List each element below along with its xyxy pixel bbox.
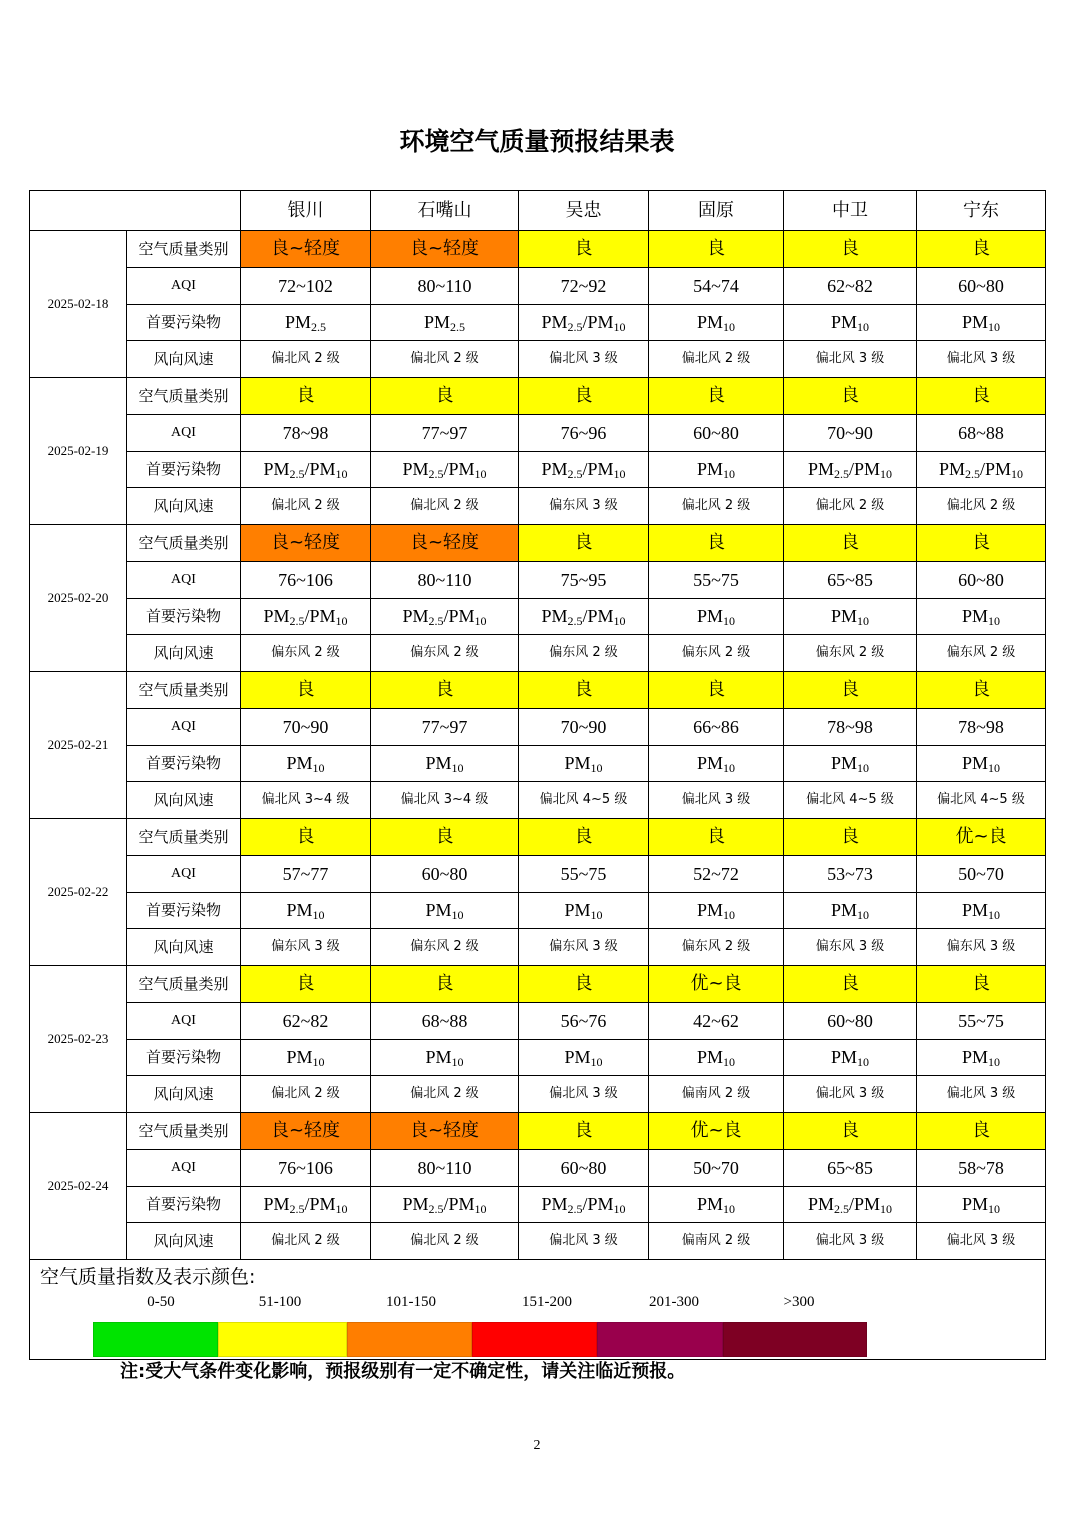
pollutant-cell: $PM_{2.5}/PM_{10}$ — [241, 1186, 371, 1223]
aqi-cell: 62~82 — [241, 1002, 371, 1039]
forecast-row-aqi — [30, 1149, 1046, 1186]
row-label: 风向风速 — [127, 1076, 241, 1113]
wind-cell: 偏北风 2 级 — [371, 488, 519, 525]
aqi-cell: 54~74 — [649, 267, 784, 304]
pollutant-cell: $PM_{2.5}/PM_{10}$ — [371, 598, 519, 635]
pollutant-cell: $PM_{2.5}/PM_{10}$ — [519, 598, 649, 635]
category-cell: 良 — [241, 819, 371, 856]
aqi-cell: 78~98 — [917, 708, 1046, 745]
aqi-cell: 78~98 — [241, 414, 371, 451]
category-cell: 良 — [241, 672, 371, 709]
category-cell: 优~良 — [649, 1113, 784, 1150]
category-cell: 良~轻度 — [371, 231, 519, 268]
aqi-cell: 60~80 — [519, 1149, 649, 1186]
city-header: 宁东 — [917, 191, 1046, 231]
row-label: 空气质量类别 — [127, 672, 241, 709]
legend-color-swatch — [472, 1322, 597, 1357]
category-cell: 良 — [241, 966, 371, 1003]
category-cell: 良 — [649, 672, 784, 709]
wind-cell: 偏东风 2 级 — [649, 635, 784, 672]
forecast-row-aqi — [30, 1002, 1046, 1039]
wind-cell: 偏北风 3 级 — [917, 1076, 1046, 1113]
aqi-cell: 50~70 — [649, 1149, 784, 1186]
aqi-cell: 53~73 — [784, 855, 917, 892]
row-label: 风向风速 — [127, 929, 241, 966]
row-label: 风向风速 — [127, 488, 241, 525]
legend-title: 空气质量指数及表示颜色: — [40, 1266, 256, 1288]
wind-cell: 偏北风 3 级 — [519, 341, 649, 378]
legend-range-label: 51-100 — [258, 1294, 302, 1310]
wind-cell: 偏北风 3 级 — [519, 1076, 649, 1113]
forecast-row-category — [30, 378, 1046, 415]
pollutant-cell: $PM_{10}$ — [371, 1039, 519, 1076]
category-cell: 良 — [784, 672, 917, 709]
date-cell: 2025-02-22 — [30, 819, 127, 966]
row-label: AQI — [127, 708, 241, 745]
aqi-color-legend — [30, 1260, 1045, 1359]
pollutant-cell: $PM_{2.5}/PM_{10}$ — [519, 1186, 649, 1223]
category-cell: 良 — [649, 525, 784, 562]
wind-cell: 偏北风 2 级 — [649, 488, 784, 525]
pollutant-cell: $PM_{10}$ — [649, 745, 784, 782]
row-label: AQI — [127, 1149, 241, 1186]
aqi-cell: 42~62 — [649, 1002, 784, 1039]
wind-cell: 偏东风 2 级 — [371, 635, 519, 672]
row-label: 空气质量类别 — [127, 966, 241, 1003]
pollutant-cell: $PM_{2.5}/PM_{10}$ — [519, 304, 649, 341]
row-label: 首要污染物 — [127, 304, 241, 341]
category-cell: 良 — [917, 966, 1046, 1003]
forecast-row-pollutant — [30, 745, 1046, 782]
forecast-row-wind — [30, 341, 1046, 378]
pollutant-cell: $PM_{10}$ — [241, 892, 371, 929]
pollutant-cell: $PM_{10}$ — [917, 892, 1046, 929]
forecast-row-pollutant — [30, 1039, 1046, 1076]
row-label: 风向风速 — [127, 341, 241, 378]
forecast-row-wind — [30, 635, 1046, 672]
category-cell: 优~良 — [917, 819, 1046, 856]
wind-cell: 偏北风 2 级 — [241, 1076, 371, 1113]
table-header — [30, 191, 1046, 231]
wind-cell: 偏东风 3 级 — [917, 929, 1046, 966]
aqi-cell: 78~98 — [784, 708, 917, 745]
pollutant-cell: $PM_{2.5}$ — [371, 304, 519, 341]
wind-cell: 偏北风 2 级 — [784, 488, 917, 525]
forecast-table-body — [30, 231, 1046, 1260]
pollutant-cell: $PM_{10}$ — [649, 598, 784, 635]
wind-cell: 偏北风 2 级 — [241, 341, 371, 378]
category-cell: 良 — [649, 819, 784, 856]
forecast-row-category — [30, 525, 1046, 562]
category-cell: 良 — [371, 378, 519, 415]
forecast-row-category — [30, 819, 1046, 856]
pollutant-cell: $PM_{10}$ — [519, 745, 649, 782]
category-cell: 良 — [371, 819, 519, 856]
wind-cell: 偏东风 2 级 — [519, 635, 649, 672]
pollutant-cell: $PM_{2.5}/PM_{10}$ — [917, 451, 1046, 488]
forecast-row-category — [30, 231, 1046, 268]
wind-cell: 偏东风 3 级 — [241, 929, 371, 966]
aqi-cell: 77~97 — [371, 708, 519, 745]
row-label: 风向风速 — [127, 635, 241, 672]
forecast-row-aqi — [30, 561, 1046, 598]
row-label: 首要污染物 — [127, 892, 241, 929]
legend-range-label: 0-50 — [147, 1294, 175, 1310]
aqi-cell: 80~110 — [371, 1149, 519, 1186]
row-label: 首要污染物 — [127, 745, 241, 782]
category-cell: 良 — [917, 525, 1046, 562]
city-header: 银川 — [241, 191, 371, 231]
category-cell: 良 — [519, 378, 649, 415]
forecast-row-pollutant — [30, 892, 1046, 929]
wind-cell: 偏北风 2 级 — [241, 488, 371, 525]
forecast-row-aqi — [30, 414, 1046, 451]
aqi-cell: 65~85 — [784, 561, 917, 598]
aqi-cell: 72~102 — [241, 267, 371, 304]
forecast-row-category — [30, 1113, 1046, 1150]
pollutant-cell: $PM_{2.5}/PM_{10}$ — [371, 451, 519, 488]
aqi-cell: 57~77 — [241, 855, 371, 892]
forecast-row-category — [30, 672, 1046, 709]
aqi-cell: 75~95 — [519, 561, 649, 598]
wind-cell: 偏南风 2 级 — [649, 1223, 784, 1260]
category-cell: 良 — [784, 819, 917, 856]
pollutant-cell: $PM_{10}$ — [917, 1039, 1046, 1076]
row-label: AQI — [127, 1002, 241, 1039]
city-header: 吴忠 — [519, 191, 649, 231]
category-cell: 良 — [784, 231, 917, 268]
wind-cell: 偏东风 2 级 — [784, 635, 917, 672]
wind-cell: 偏东风 2 级 — [917, 635, 1046, 672]
document-title: 环境空气质量预报结果表 — [399, 127, 675, 156]
aqi-cell: 80~110 — [371, 561, 519, 598]
category-cell: 良 — [649, 378, 784, 415]
row-label: 风向风速 — [127, 1223, 241, 1260]
legend-range-label: 201-300 — [649, 1294, 699, 1310]
wind-cell: 偏北风 3~4 级 — [371, 782, 519, 819]
pollutant-cell: $PM_{10}$ — [649, 892, 784, 929]
row-label: 风向风速 — [127, 782, 241, 819]
forecast-row-wind — [30, 1076, 1046, 1113]
forecast-row-pollutant — [30, 451, 1046, 488]
wind-cell: 偏北风 3 级 — [519, 1223, 649, 1260]
legend-range-label: 101-150 — [386, 1294, 436, 1310]
pollutant-cell: $PM_{10}$ — [784, 892, 917, 929]
aqi-cell: 50~70 — [917, 855, 1046, 892]
aqi-cell: 76~106 — [241, 1149, 371, 1186]
category-cell: 良~轻度 — [241, 525, 371, 562]
row-label: AQI — [127, 414, 241, 451]
aqi-cell: 60~80 — [917, 267, 1046, 304]
wind-cell: 偏北风 3 级 — [784, 341, 917, 378]
aqi-cell: 68~88 — [371, 1002, 519, 1039]
aqi-cell: 72~92 — [519, 267, 649, 304]
category-cell: 良 — [519, 819, 649, 856]
aqi-cell: 60~80 — [371, 855, 519, 892]
city-header: 石嘴山 — [371, 191, 519, 231]
wind-cell: 偏北风 4~5 级 — [784, 782, 917, 819]
legend-cell — [30, 1260, 1046, 1360]
wind-cell: 偏北风 2 级 — [649, 341, 784, 378]
legend-color-swatch — [347, 1322, 472, 1357]
wind-cell: 偏北风 4~5 级 — [519, 782, 649, 819]
category-cell: 良 — [784, 378, 917, 415]
wind-cell: 偏东风 2 级 — [371, 929, 519, 966]
aqi-cell: 66~86 — [649, 708, 784, 745]
aqi-cell: 70~90 — [784, 414, 917, 451]
legend-range-label: >300 — [783, 1294, 815, 1310]
wind-cell: 偏北风 3 级 — [784, 1076, 917, 1113]
category-cell: 良 — [519, 672, 649, 709]
forecast-row-wind — [30, 1223, 1046, 1260]
aqi-cell: 55~75 — [649, 561, 784, 598]
wind-cell: 偏北风 2 级 — [241, 1223, 371, 1260]
aqi-cell: 62~82 — [784, 267, 917, 304]
legend-color-swatch — [723, 1322, 867, 1357]
forecast-row-aqi — [30, 267, 1046, 304]
wind-cell: 偏北风 2 级 — [371, 1223, 519, 1260]
category-cell: 良~轻度 — [371, 1113, 519, 1150]
forecast-row-wind — [30, 782, 1046, 819]
category-cell: 良 — [917, 378, 1046, 415]
wind-cell: 偏东风 3 级 — [519, 929, 649, 966]
wind-cell: 偏东风 2 级 — [241, 635, 371, 672]
pollutant-cell: $PM_{10}$ — [917, 598, 1046, 635]
pollutant-cell: $PM_{2.5}/PM_{10}$ — [241, 451, 371, 488]
aqi-cell: 77~97 — [371, 414, 519, 451]
pollutant-cell: $PM_{2.5}/PM_{10}$ — [784, 1186, 917, 1223]
pollutant-cell: $PM_{10}$ — [649, 1186, 784, 1223]
aqi-cell: 68~88 — [917, 414, 1046, 451]
row-label: AQI — [127, 267, 241, 304]
forecast-row-aqi — [30, 855, 1046, 892]
row-label: 首要污染物 — [127, 451, 241, 488]
row-label: 空气质量类别 — [127, 378, 241, 415]
pollutant-cell: $PM_{10}$ — [917, 1186, 1046, 1223]
category-cell: 良 — [917, 231, 1046, 268]
date-cell: 2025-02-24 — [30, 1113, 127, 1260]
pollutant-cell: $PM_{10}$ — [519, 892, 649, 929]
pollutant-cell: $PM_{10}$ — [649, 451, 784, 488]
pollutant-cell: $PM_{10}$ — [784, 598, 917, 635]
row-label: AQI — [127, 561, 241, 598]
pollutant-cell: $PM_{2.5}/PM_{10}$ — [784, 451, 917, 488]
category-cell: 良 — [519, 525, 649, 562]
wind-cell: 偏北风 2 级 — [371, 341, 519, 378]
pollutant-cell: $PM_{2.5}/PM_{10}$ — [519, 451, 649, 488]
pollutant-cell: $PM_{2.5}/PM_{10}$ — [371, 1186, 519, 1223]
row-label: 首要污染物 — [127, 598, 241, 635]
legend-color-swatch — [597, 1322, 723, 1357]
wind-cell: 偏东风 3 级 — [519, 488, 649, 525]
category-cell: 优~良 — [649, 966, 784, 1003]
aqi-cell: 76~106 — [241, 561, 371, 598]
forecast-row-pollutant — [30, 598, 1046, 635]
forecast-row-wind — [30, 929, 1046, 966]
pollutant-cell: $PM_{10}$ — [371, 892, 519, 929]
category-cell: 良 — [519, 966, 649, 1003]
aqi-cell: 80~110 — [371, 267, 519, 304]
pollutant-cell: $PM_{10}$ — [784, 1039, 917, 1076]
wind-cell: 偏北风 3 级 — [649, 782, 784, 819]
aqi-cell: 55~75 — [519, 855, 649, 892]
wind-cell: 偏东风 3 级 — [784, 929, 917, 966]
forecast-table — [29, 190, 1046, 1360]
pollutant-cell: $PM_{10}$ — [649, 304, 784, 341]
city-header: 中卫 — [784, 191, 917, 231]
wind-cell: 偏北风 3 级 — [917, 341, 1046, 378]
category-cell: 良 — [784, 525, 917, 562]
forecast-row-aqi — [30, 708, 1046, 745]
row-label: 首要污染物 — [127, 1186, 241, 1223]
category-cell: 良 — [371, 966, 519, 1003]
category-cell: 良~轻度 — [371, 525, 519, 562]
aqi-cell: 70~90 — [241, 708, 371, 745]
pollutant-cell: $PM_{2.5}/PM_{10}$ — [241, 598, 371, 635]
category-cell: 良 — [784, 1113, 917, 1150]
date-cell: 2025-02-23 — [30, 966, 127, 1113]
date-cell: 2025-02-20 — [30, 525, 127, 672]
pollutant-cell: $PM_{10}$ — [241, 745, 371, 782]
date-cell: 2025-02-18 — [30, 231, 127, 378]
aqi-cell: 60~80 — [784, 1002, 917, 1039]
wind-cell: 偏北风 3~4 级 — [241, 782, 371, 819]
city-header: 固原 — [649, 191, 784, 231]
aqi-cell: 60~80 — [649, 414, 784, 451]
page-number: 2 — [533, 1438, 541, 1453]
row-label: 空气质量类别 — [127, 819, 241, 856]
aqi-cell: 56~76 — [519, 1002, 649, 1039]
row-label: 空气质量类别 — [127, 1113, 241, 1150]
category-cell: 良~轻度 — [241, 231, 371, 268]
forecast-note: 注:受大气条件变化影响，预报级别有一定不确定性，请关注临近预报。 — [120, 1361, 686, 1382]
date-cell: 2025-02-19 — [30, 378, 127, 525]
legend-range-label: 151-200 — [522, 1294, 572, 1310]
row-label: 空气质量类别 — [127, 525, 241, 562]
category-cell: 良~轻度 — [241, 1113, 371, 1150]
row-label: 空气质量类别 — [127, 231, 241, 268]
pollutant-cell: $PM_{10}$ — [519, 1039, 649, 1076]
pollutant-cell: $PM_{10}$ — [784, 304, 917, 341]
wind-cell: 偏北风 2 级 — [371, 1076, 519, 1113]
category-cell: 良 — [784, 966, 917, 1003]
legend-row — [30, 1260, 1046, 1360]
forecast-row-pollutant — [30, 1186, 1046, 1223]
category-cell: 良 — [241, 378, 371, 415]
aqi-cell: 60~80 — [917, 561, 1046, 598]
row-label: AQI — [127, 855, 241, 892]
forecast-row-pollutant — [30, 304, 1046, 341]
wind-cell: 偏东风 2 级 — [649, 929, 784, 966]
category-cell: 良 — [917, 672, 1046, 709]
aqi-cell: 58~78 — [917, 1149, 1046, 1186]
row-label: 首要污染物 — [127, 1039, 241, 1076]
category-cell: 良 — [649, 231, 784, 268]
category-cell: 良 — [519, 231, 649, 268]
wind-cell: 偏北风 3 级 — [917, 1223, 1046, 1260]
aqi-cell: 55~75 — [917, 1002, 1046, 1039]
pollutant-cell: $PM_{2.5}$ — [241, 304, 371, 341]
aqi-cell: 65~85 — [784, 1149, 917, 1186]
header-corner-cell — [30, 191, 241, 231]
header-row — [30, 191, 1046, 231]
wind-cell: 偏北风 4~5 级 — [917, 782, 1046, 819]
pollutant-cell: $PM_{10}$ — [917, 304, 1046, 341]
aqi-cell: 76~96 — [519, 414, 649, 451]
pollutant-cell: $PM_{10}$ — [649, 1039, 784, 1076]
forecast-row-wind — [30, 488, 1046, 525]
wind-cell: 偏南风 2 级 — [649, 1076, 784, 1113]
category-cell: 良 — [371, 672, 519, 709]
forecast-row-category — [30, 966, 1046, 1003]
category-cell: 良 — [917, 1113, 1046, 1150]
legend-color-swatch — [93, 1322, 218, 1357]
pollutant-cell: $PM_{10}$ — [784, 745, 917, 782]
wind-cell: 偏北风 2 级 — [917, 488, 1046, 525]
pollutant-cell: $PM_{10}$ — [917, 745, 1046, 782]
aqi-cell: 70~90 — [519, 708, 649, 745]
wind-cell: 偏北风 3 级 — [784, 1223, 917, 1260]
date-cell: 2025-02-21 — [30, 672, 127, 819]
pollutant-cell: $PM_{10}$ — [241, 1039, 371, 1076]
pollutant-cell: $PM_{10}$ — [371, 745, 519, 782]
legend-color-swatch — [218, 1322, 347, 1357]
category-cell: 良 — [519, 1113, 649, 1150]
legend-section — [30, 1260, 1046, 1360]
aqi-cell: 52~72 — [649, 855, 784, 892]
